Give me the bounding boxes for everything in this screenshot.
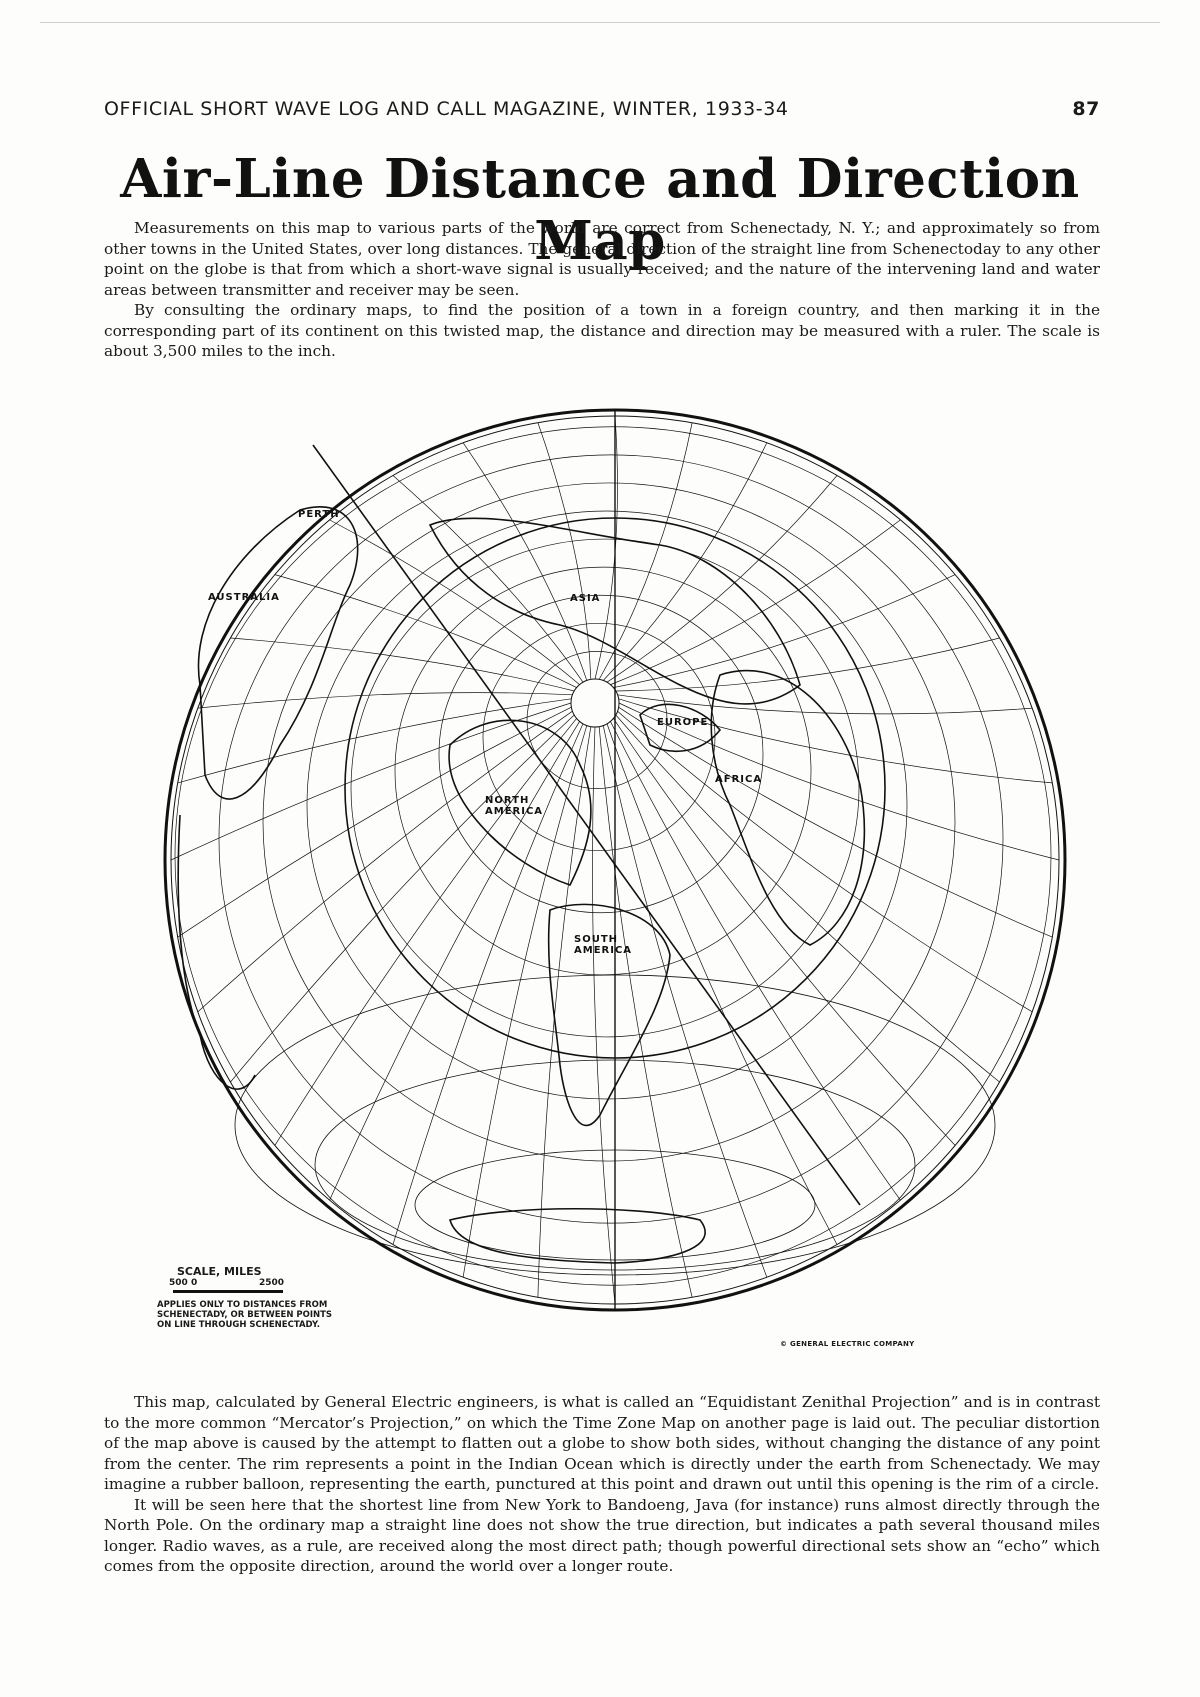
meridian-line <box>178 707 572 937</box>
page-number: 87 <box>1072 98 1100 120</box>
outro-text <box>104 1392 1100 1577</box>
label-asia: ASIA <box>570 593 601 604</box>
meridian-line <box>599 423 692 680</box>
outro-paragraph-1: This map, calculated by General Electric engineers, is what is called an “Equidistant Zenithal Projection” and is in contrast to the more common “Mercator’s Projection,” on which the Time Zone Map on another page is laid out. The peculiar distortion of the map above is caused by the attempt to flatten out a globe to show both sides, without changing the distance of any point from the center. The rim represents a point in the Indian Ocean which is directly under the earth from Schenectady. We may imagine a rubber balloon, representing the earth, punctured at this point and drawn out until this opening is the rim of a circle. <box>104 1393 1100 1493</box>
meridian-line <box>171 703 571 860</box>
map-graticule <box>165 410 1065 1310</box>
meridian-line <box>198 693 573 709</box>
meridian-line <box>275 575 577 688</box>
label-perth: PERTH <box>298 509 340 520</box>
scale-bar <box>169 1278 285 1300</box>
page-title: Air-Line Distance and Direction Map <box>120 148 1080 272</box>
map-landmasses <box>178 507 864 1263</box>
label-north-america-1: NORTH <box>485 795 530 806</box>
scale-tick-500: 500 <box>169 1278 188 1288</box>
meridian-line <box>618 711 1033 1012</box>
label-south-america-1: SOUTH <box>574 934 619 945</box>
meridian-line <box>230 638 574 691</box>
label-south-america-2: AMERICA <box>574 945 633 956</box>
map-svg <box>160 385 1100 1363</box>
scale-legend <box>157 1265 357 1330</box>
running-title: OFFICIAL SHORT WAVE LOG AND CALL MAGAZINE, WINTER, 1933-34 <box>104 98 789 120</box>
meridian-line <box>593 727 616 1304</box>
antarctica-outline <box>450 1209 705 1263</box>
meridian-line <box>330 721 580 1200</box>
meridian-line <box>616 638 1000 691</box>
meridian-line <box>607 724 837 1245</box>
outro-paragraph-2: It will be seen here that the shortest line from New York to Bandoeng, Java (for instance) runs almost directly through the North Pole. On the ordinary map a straight line does not show the true direction, but indicates a path several thousand miles longer. Radio waves, as a rule, are received along the most direct path; though powerful directional sets show an “echo” which comes from the opposite direction, around the world over a longer route. <box>104 1495 1100 1575</box>
top-rule <box>40 22 1160 23</box>
scale-bar-line <box>173 1290 283 1293</box>
meridian-line <box>613 718 955 1145</box>
meridian-line <box>607 475 837 682</box>
map-copyright: © GENERAL ELECTRIC COMPANY <box>780 1340 915 1348</box>
label-europe: EUROPE <box>657 717 709 728</box>
scale-title: SCALE, MILES <box>177 1265 262 1278</box>
azimuthal-map <box>160 385 1100 1363</box>
meridian-line <box>610 721 900 1200</box>
north-pole-cap <box>571 679 619 727</box>
scale-tick-2500: 2500 <box>259 1278 285 1288</box>
meridian-line <box>619 699 1053 783</box>
meridian-line <box>393 475 583 682</box>
label-africa: AFRICA <box>715 774 763 785</box>
intro-paragraph-1: Measurements on this map to various parts of the world are correct from Schenectady, N. Y.; and approximately so from other towns in the United States, over long distances. The general direction of the straight line from Schenectoday to any other point on the globe is that from which a short-wave signal is usually received; and the nature of the intervening land and water areas between transmitter and receiver may be seen. <box>104 219 1100 299</box>
label-australia: AUSTRALIA <box>208 592 280 603</box>
scale-tick-0: 0 <box>191 1278 198 1288</box>
meridian-line <box>619 707 1053 937</box>
intro-text <box>104 218 1100 362</box>
meridian-line <box>618 695 1033 714</box>
parallel-line <box>395 567 811 975</box>
meridian-line <box>538 423 591 680</box>
meridian-line <box>603 443 767 681</box>
intro-paragraph-2: By consulting the ordinary maps, to find the position of a town in a foreign country, and then marking it in the corresponding part of its continent on this twisted map, the distance and direction may be measured with a ruler. The scale is about 3,500 miles to the inch. <box>104 301 1100 360</box>
australia-west-coast <box>178 815 255 1089</box>
scale-note: APPLIES ONLY TO DISTANCES FROM SCHENECTADY, OR BETWEEN POINTS ON LINE THROUGH SCHENECTADY. <box>157 1300 333 1330</box>
label-north-america-2: AMERICA <box>485 806 544 817</box>
meridian-line <box>538 727 591 1298</box>
meridian-line <box>230 715 574 1082</box>
great-circle-line <box>313 445 860 1205</box>
meridian-line <box>178 699 572 783</box>
parallel-line <box>439 595 763 913</box>
meridian-line <box>330 520 580 685</box>
running-header <box>104 98 1100 120</box>
meridian-line <box>603 726 767 1278</box>
meridian-line <box>198 711 573 1012</box>
